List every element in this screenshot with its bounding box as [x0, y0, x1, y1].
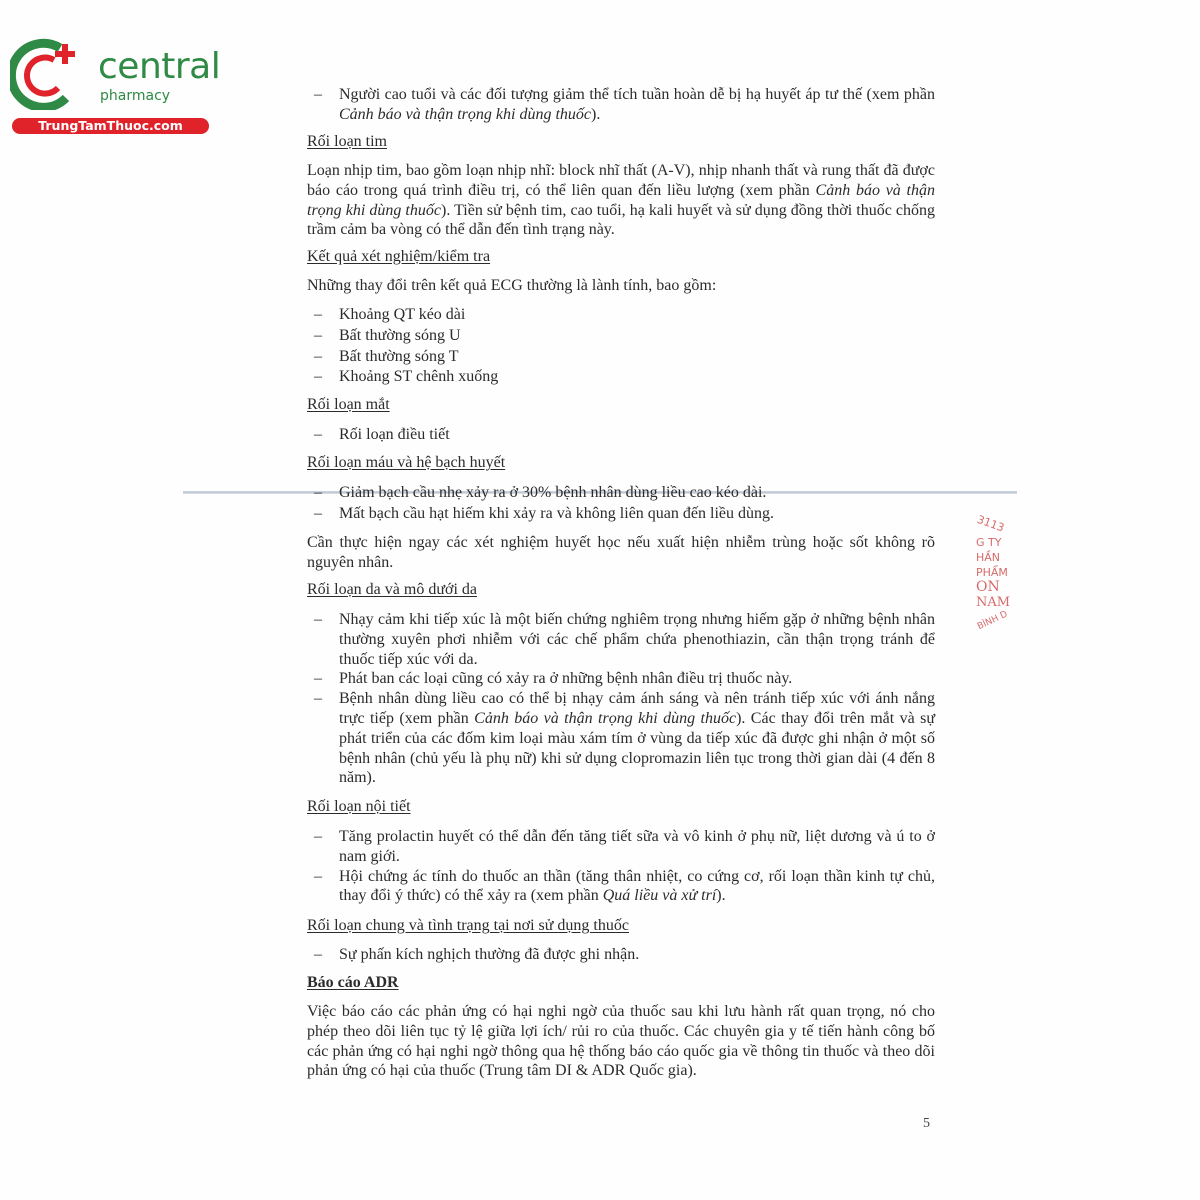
list-item: [307, 305, 935, 325]
logo-brand: central: [98, 46, 221, 87]
general-list: [307, 945, 935, 965]
dash: –: [314, 946, 322, 963]
stamp-line: BÌNH D: [976, 609, 1010, 633]
list-item: [307, 827, 935, 867]
endocrine-list: [307, 827, 935, 906]
text: Bệnh nhân dùng liều cao có thể bị nhạy cảm ánh sáng và nên tránh tiếp xúc với ánh nắng trực tiếp (xem phần: [339, 690, 935, 727]
stamp-line: 3113: [975, 512, 1007, 535]
stamp-line: ON: [976, 579, 1000, 595]
stamp-line: G TY: [976, 536, 1002, 549]
dash: –: [314, 368, 322, 386]
text: Sự phấn kích nghịch thường đã được ghi nhận.: [339, 946, 640, 963]
adr-paragraph: Việc báo cáo các phản ứng có hại nghi ngờ của thuốc sau khi lưu hành rất quan trọng, nó cho phép theo dõi liên tục tỷ lệ giữa lợi ích/ rủi ro của thuốc. Các chuyên gia y tế tiến hành công bố các phản ứng có hại nghi ngờ thông qua hệ thống báo cáo quốc gia về thông tin thuốc và theo dõi phản ứng có hại của thuốc (Trung tâm DI & ADR Quốc gia).: [307, 1003, 935, 1080]
list-item: [307, 425, 935, 445]
page-number: 5: [923, 1116, 930, 1131]
text: Khoảng ST chênh xuống: [339, 368, 499, 386]
text: ).: [716, 887, 726, 905]
blood-note: Cần thực hiện ngay các xét nghiệm huyết học nếu xuất hiện nhiễm trùng hoặc sốt không rõ nguyên nhân.: [307, 534, 935, 571]
list-item: [307, 945, 935, 965]
blood-list: [307, 483, 935, 524]
text: Giảm bạch cầu nhẹ xảy ra ở 30% bệnh nhân dùng liều cao kéo dài.: [339, 484, 767, 501]
pharmacy-logo-mark-icon: [10, 38, 90, 110]
stamp-line: NAM: [976, 595, 1011, 610]
heart-paragraph: [307, 161, 935, 240]
list-item: [307, 326, 935, 346]
section-heading-tests: Kết quả xét nghiệm/kiểm tra: [307, 248, 491, 265]
section-heading-skin: Rối loạn da và mô dưới da: [307, 581, 477, 598]
cross-ref: Cảnh báo và thận trọng khi dùng thuốc: [339, 105, 591, 123]
dash: –: [314, 670, 322, 688]
cross-ref: Cảnh báo và thận trọng khi dùng thuốc: [474, 709, 737, 727]
dash: –: [314, 326, 322, 344]
text: Người cao tuổi và các đối tượng giảm thể tích tuần hoàn dễ bị hạ huyết áp tư thế (xem phần: [339, 86, 935, 103]
text: ). Các thay đổi trên mắt và sự phát triển của các đốm kim loại màu xám tím ở vùng da tiếp xúc đã được ghi nhận ở một số bệnh nhân (chủ yếu là phụ nữ) khi sử dụng clopromazin liên tục trong thời gian dài (4 đến 8 năm).: [339, 709, 936, 787]
text: Phát ban các loại cũng có xảy ra ở những bệnh nhân điều trị thuốc này.: [339, 670, 793, 688]
list-item: [307, 669, 935, 689]
text: Mất bạch cầu hạt hiếm khi xảy ra và không liên quan đến liều dùng.: [339, 504, 774, 522]
list-item: [307, 504, 935, 524]
dash: –: [314, 347, 322, 365]
section-heading-general: Rối loạn chung và tình trạng tại nơi sử dụng thuốc: [307, 917, 629, 934]
text: Nhạy cảm khi tiếp xúc là một biến chứng nghiêm trọng nhưng hiếm gặp ở những bệnh nhân thường xuyên phơi nhiễm với các chế phẩm chứa phenothiazin, cần thận trọng tránh để thuốc tiếp xúc với da.: [339, 611, 935, 668]
central-pharmacy-logo: [10, 38, 221, 136]
company-stamp: [975, 512, 1026, 670]
tests-list: [307, 305, 935, 387]
text: ).: [590, 105, 601, 123]
tests-intro: Những thay đổi trên kết quả ECG thường là lành tính, bao gồm:: [307, 277, 717, 294]
list-item: [307, 867, 935, 907]
text: Hội chứng ác tính do thuốc an thần (tăng thân nhiệt, co cứng cơ, rối loạn thần kinh tự chủ, thay đổi ý thức) có thể xảy ra (xem phần: [339, 867, 935, 905]
list-item: [307, 367, 935, 387]
text: Bất thường sóng T: [339, 347, 459, 365]
intro-list: [307, 85, 935, 125]
eye-list: [307, 425, 935, 445]
dash: –: [314, 690, 322, 708]
dash: –: [314, 426, 322, 443]
list-item: [307, 483, 935, 503]
stamp-line: PHẨM: [976, 566, 1008, 579]
skin-list: [307, 610, 935, 788]
cross-ref: Quá liều và xử trí: [602, 887, 717, 905]
text: Rối loạn điều tiết: [339, 426, 450, 443]
section-heading-eye: Rối loạn mắt: [307, 396, 390, 413]
list-item: [307, 610, 935, 669]
cross-ref: Cảnh báo và thận trọng khi dùng thuốc: [307, 181, 935, 219]
section-heading-adr: Báo cáo ADR: [307, 974, 399, 991]
logo-sub: pharmacy: [100, 88, 171, 104]
dash: –: [314, 867, 322, 885]
dash: –: [314, 306, 322, 323]
list-item: [307, 347, 935, 367]
list-item: [307, 689, 935, 788]
text: Loạn nhịp tim, bao gồm loạn nhịp nhĩ: block nhĩ thất (A-V), nhịp nhanh thất và rung thất đã được báo cáo trong quá trình điều trị, có thể liên quan đến liều lượng (xem phần: [307, 162, 935, 199]
text: ). Tiền sử bệnh tim, cao tuổi, hạ kali huyết và sử dụng đồng thời thuốc chống trầm cảm ba vòng có thể dẫn đến tình trạng này.: [307, 201, 935, 239]
dash: –: [314, 86, 322, 103]
text: Khoảng QT kéo dài: [339, 306, 466, 323]
text: Tăng prolactin huyết có thể dẫn đến tăng tiết sữa và vô kinh ở phụ nữ, liệt dương và ú to ở nam giới.: [339, 828, 935, 865]
section-heading-blood: Rối loạn máu và hệ bạch huyết: [307, 454, 506, 471]
list-item: [307, 85, 935, 125]
dash: –: [314, 484, 322, 501]
logo-url: TrungTamThuoc.com: [12, 118, 209, 134]
stamp-line: HẦN: [976, 551, 1001, 564]
section-heading-heart: Rối loạn tim: [307, 133, 387, 150]
dash: –: [314, 504, 322, 522]
section-heading-endocrine: Rối loạn nội tiết: [307, 798, 411, 815]
text: Bất thường sóng U: [339, 326, 461, 344]
dash: –: [314, 828, 322, 845]
dash: –: [314, 611, 322, 628]
